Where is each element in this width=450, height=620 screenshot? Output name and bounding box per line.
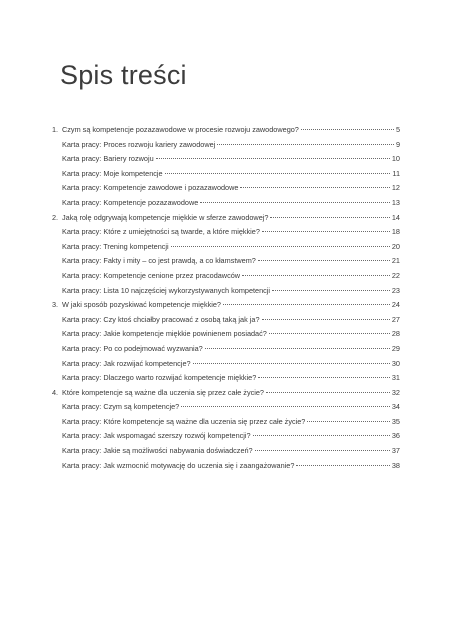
dot-leader xyxy=(253,435,390,436)
toc-page-number: 24 xyxy=(391,300,400,310)
toc-entry-label: Karta pracy: Jakie kompetencje miękkie powinienem posiadać? xyxy=(62,329,267,339)
toc-page-number: 36 xyxy=(391,431,400,441)
toc-page-number: 31 xyxy=(391,373,400,383)
toc-page-number: 9 xyxy=(395,139,400,149)
toc-entry-label: Karta pracy: Kompetencje pozazawodowe xyxy=(62,197,199,207)
toc-worksheet-entry[interactable] xyxy=(52,138,400,153)
toc-entry-label: Karta pracy: Jak wzmocnić motywację do uczenia się i zaangażowanie? xyxy=(62,460,295,470)
toc-worksheet-entry[interactable] xyxy=(52,342,400,357)
toc-entry-label: Które kompetencje są ważne dla uczenia się przez całe życie? xyxy=(62,387,264,397)
toc-worksheet-entry[interactable] xyxy=(52,400,400,415)
toc-page-number: 38 xyxy=(391,460,400,470)
dot-leader xyxy=(242,275,390,276)
toc-entry-label: Karta pracy: Trening kompetencji xyxy=(62,241,169,251)
toc-entry-label: Karta pracy: Czym są kompetencje? xyxy=(62,402,180,412)
toc-entry-label: Karta pracy: Kompetencje cenione przez pracodawców xyxy=(62,270,241,280)
toc-worksheet-entry[interactable] xyxy=(52,196,400,211)
toc-worksheet-entry[interactable] xyxy=(52,284,400,299)
toc-page-number: 21 xyxy=(391,256,400,266)
toc-page-number: 10 xyxy=(391,154,400,164)
toc-worksheet-entry[interactable] xyxy=(52,357,400,372)
toc-page-number: 22 xyxy=(391,270,400,280)
toc-entry-label: Karta pracy: Proces rozwoju kariery zawodowej xyxy=(62,139,216,149)
toc-chapter-number: 2. xyxy=(52,212,59,222)
dot-leader xyxy=(262,319,390,320)
toc-entry-label: Karta pracy: Czy ktoś chciałby pracować z osobą taką jak ja? xyxy=(62,314,260,324)
toc-worksheet-entry[interactable] xyxy=(52,240,400,255)
toc-entry-label: Karta pracy: Jak rozwijać kompetencje? xyxy=(62,358,191,368)
toc-entry-label: Karta pracy: Dlaczego warto rozwijać kompetencje miękkie? xyxy=(62,373,257,383)
dot-leader xyxy=(258,260,390,261)
page-title: Spis treści xyxy=(60,60,187,90)
toc-worksheet-entry[interactable] xyxy=(52,429,400,444)
toc-entry-label: Karta pracy: Lista 10 najczęściej wykorzystywanych kompetencji xyxy=(62,285,271,295)
toc-page-number: 28 xyxy=(391,329,400,339)
dot-leader xyxy=(223,304,390,305)
toc-page-number: 32 xyxy=(391,387,400,397)
toc-page-number: 20 xyxy=(391,241,400,251)
toc-page-number: 11 xyxy=(392,168,400,178)
toc-worksheet-entry[interactable] xyxy=(52,371,400,386)
toc-worksheet-entry[interactable] xyxy=(52,459,400,474)
toc-page-number: 18 xyxy=(391,227,400,237)
dot-leader xyxy=(269,333,390,334)
dot-leader xyxy=(240,187,389,188)
toc-entry-label: Karta pracy: Kompetencje zawodowe i pozazawodowe xyxy=(62,183,239,193)
toc-worksheet-entry[interactable] xyxy=(52,444,400,459)
dot-leader xyxy=(193,363,390,364)
dot-leader xyxy=(266,392,390,393)
toc-entry-label: Karta pracy: Które kompetencje są ważne dla uczenia się przez całe życie? xyxy=(62,416,306,426)
toc-worksheet-entry[interactable] xyxy=(52,225,400,240)
toc-page-number: 34 xyxy=(391,402,400,412)
toc-chapter-entry[interactable] xyxy=(52,386,400,401)
toc-worksheet-entry[interactable] xyxy=(52,254,400,269)
dot-leader xyxy=(270,217,389,218)
toc-page-number: 14 xyxy=(391,212,400,222)
toc-entry-label: Jaką rolę odgrywają kompetencje miękkie w sferze zawodowej? xyxy=(62,212,269,222)
dot-leader xyxy=(205,348,390,349)
toc-chapter-entry[interactable] xyxy=(52,211,400,226)
dot-leader xyxy=(156,158,390,159)
dot-leader xyxy=(255,450,390,451)
toc-page-number: 23 xyxy=(391,285,400,295)
toc-page-number: 5 xyxy=(395,125,400,134)
dot-leader xyxy=(165,173,391,174)
dot-leader xyxy=(200,202,390,203)
toc-chapter-number: 4. xyxy=(52,387,59,397)
toc-worksheet-entry[interactable] xyxy=(52,167,400,182)
toc-page-number: 37 xyxy=(391,446,400,456)
toc-entry-label: Czym są kompetencje pozazawodowe w procesie rozwoju zawodowego? xyxy=(62,125,299,134)
dot-leader xyxy=(272,290,390,291)
toc-worksheet-entry[interactable] xyxy=(52,152,400,167)
toc-worksheet-entry[interactable] xyxy=(52,415,400,430)
toc-chapter-number: 3. xyxy=(52,300,59,310)
toc-chapter-entry[interactable] xyxy=(52,298,400,313)
dot-leader xyxy=(307,421,390,422)
toc-entry-label: Karta pracy: Bariery rozwoju xyxy=(62,154,154,164)
toc-worksheet-entry[interactable] xyxy=(52,327,400,342)
toc-entry-label: Karta pracy: Które z umiejętności są twarde, a które miękkie? xyxy=(62,227,260,237)
toc-worksheet-entry[interactable] xyxy=(52,313,400,328)
dot-leader xyxy=(171,246,390,247)
dot-leader xyxy=(181,406,390,407)
toc-entry-label: W jaki sposób pozyskiwać kompetencje miękkie? xyxy=(62,300,221,310)
dot-leader xyxy=(258,377,390,378)
toc-page-number: 30 xyxy=(391,358,400,368)
toc-page-number: 13 xyxy=(391,197,400,207)
toc-chapter-number: 1. xyxy=(52,125,59,134)
toc-entry-label: Karta pracy: Fakty i mity – co jest prawdą, a co kłamstwem? xyxy=(62,256,256,266)
toc-entry-label: Karta pracy: Moje kompetencje xyxy=(62,168,163,178)
toc-page-number: 12 xyxy=(391,183,400,193)
toc-worksheet-entry[interactable] xyxy=(52,181,400,196)
toc-entry-label: Karta pracy: Jak wspomagać szerszy rozwój kompetencji? xyxy=(62,431,251,441)
toc-chapter-entry[interactable] xyxy=(52,123,400,138)
toc-page-number: 29 xyxy=(391,343,400,353)
dot-leader xyxy=(296,465,389,466)
toc-page-number: 35 xyxy=(391,416,400,426)
dot-leader xyxy=(301,129,394,130)
toc-page-number: 27 xyxy=(391,314,400,324)
toc-worksheet-entry[interactable] xyxy=(52,269,400,284)
toc-entry-label: Karta pracy: Jakie są możliwości nabywania doświadczeń? xyxy=(62,446,253,456)
dot-leader xyxy=(262,231,390,232)
dot-leader xyxy=(217,144,394,145)
table-of-contents xyxy=(52,123,400,473)
toc-entry-label: Karta pracy: Po co podejmować wyzwania? xyxy=(62,343,203,353)
